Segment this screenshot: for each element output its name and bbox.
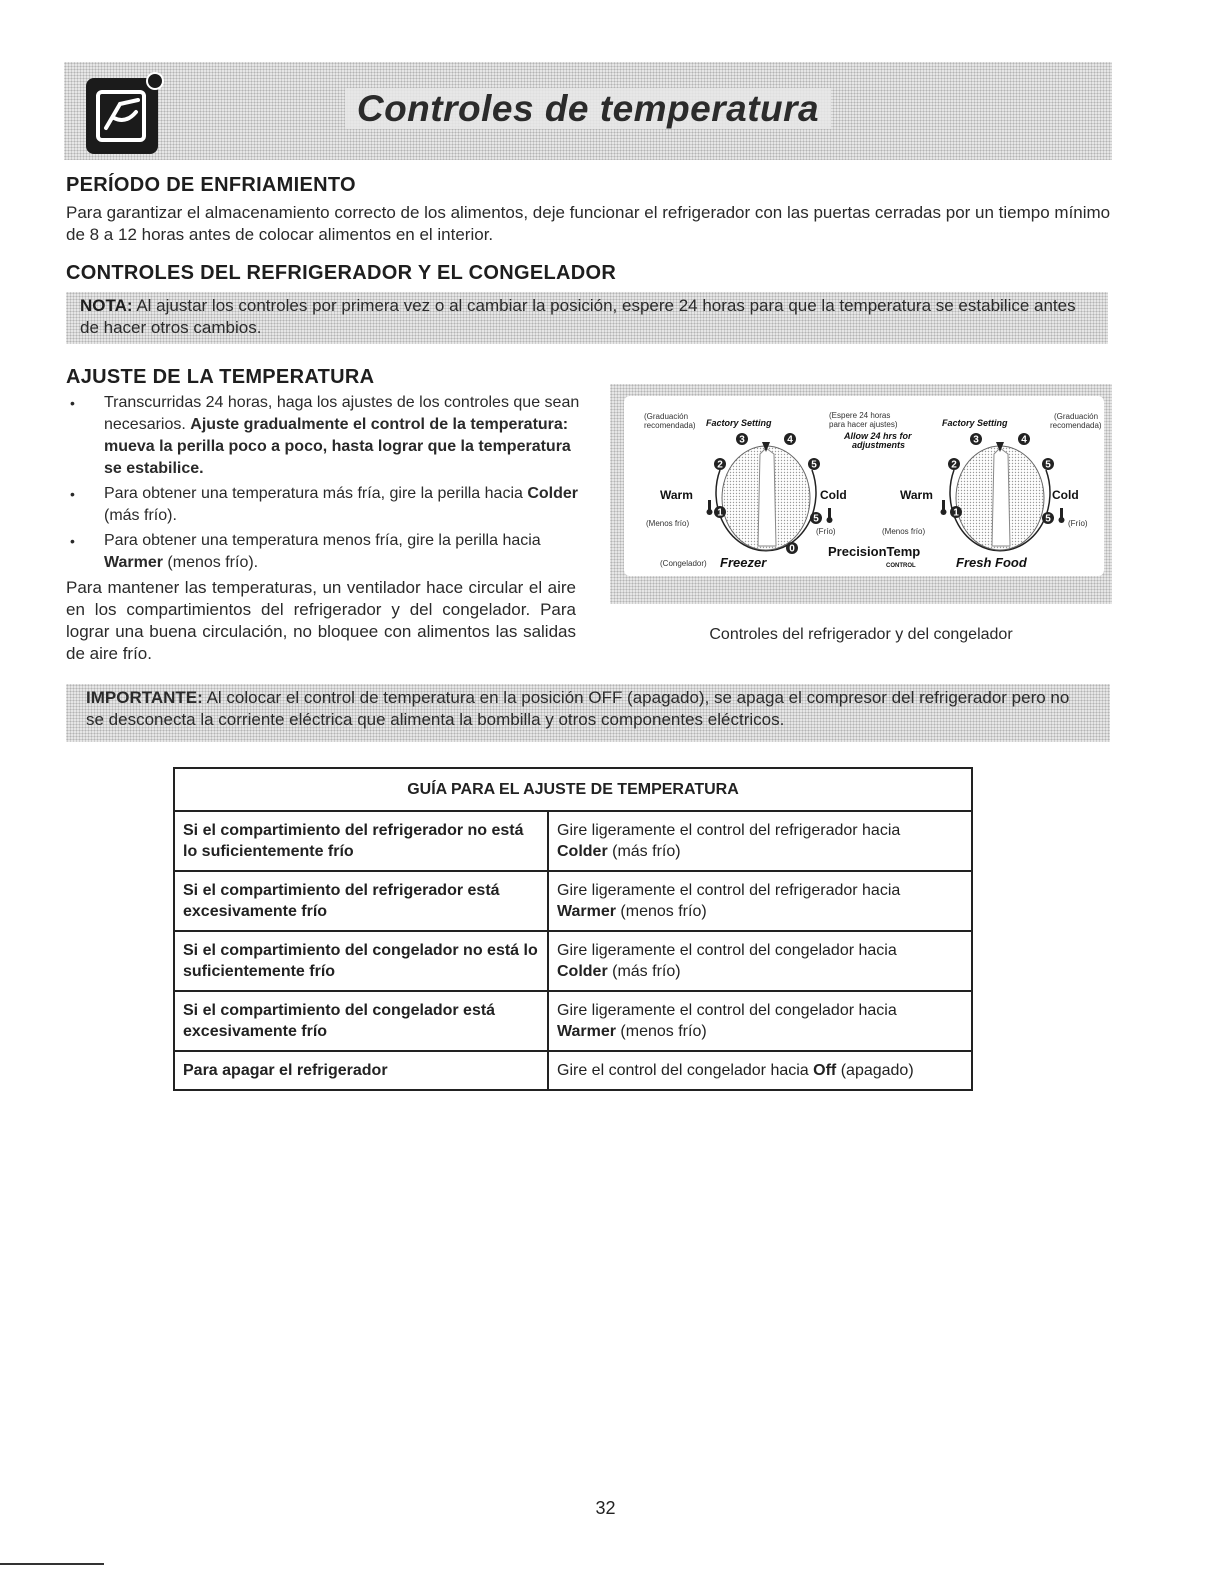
note-label: NOTA:: [80, 296, 133, 315]
menos-frio-label-right: (Menos frío): [882, 527, 926, 536]
condition-cell: Si el compartimiento del refrigerador está excesivamente frío: [174, 871, 548, 931]
table-title: GUÍA PARA EL AJUSTE DE TEMPERATURA: [174, 768, 972, 811]
important-box: [66, 684, 1110, 742]
table-row: [174, 991, 972, 1051]
action-cell: Gire ligeramente el control del refrigerador hacia Colder (más frío): [548, 811, 972, 871]
graduacion-label: (Graduación: [644, 412, 689, 421]
adjust-heading: AJUSTE DE LA TEMPERATURA: [66, 366, 375, 388]
dial-mark-2: 2: [717, 459, 723, 471]
factory-setting-label-right: Factory Setting: [942, 418, 1008, 428]
list-item: • Para obtener una temperatura menos fría, gire la perilla hacia Warmer (menos frío).: [66, 530, 586, 574]
fan-circulation-paragraph: Para mantener las temperaturas, un ventilador hace circular el aire en los compartimientos del refrigerador y del congelador. Para lograr una buena circulación, no bloquee con alimentos las salidas de aire frío.: [66, 578, 576, 663]
precision-temp-label: PrecisionTemp: [828, 544, 921, 559]
adjustments-label: adjustments: [852, 440, 906, 450]
controls-heading: CONTROLES DEL REFRIGERADOR Y EL CONGELADOR: [66, 262, 617, 284]
recomendada-label-right: recomendada): [1050, 421, 1102, 430]
table-row: [174, 871, 972, 931]
page-title: Controles de temperatura: [64, 88, 1112, 130]
dial-mark-2: 2: [951, 459, 957, 471]
condition-cell: Si el compartimiento del congelador está excesivamente frío: [174, 991, 548, 1051]
warm-label-right: Warm: [900, 488, 933, 502]
dial-mark-3: 3: [973, 434, 979, 446]
header-banner: [64, 62, 1112, 160]
action-cell: Gire el control del congelador hacia Off (apagado): [548, 1051, 972, 1090]
dial-mark-1: 1: [717, 507, 723, 519]
list-item: • Transcurridas 24 horas, haga los ajustes de los controles que sean necesarios. Ajuste gradualmente el control de la temperatura: mueva la perilla poco a poco, hasta lograr que la temperatura se estabilice.: [66, 392, 586, 480]
condition-cell: Si el compartimiento del refrigerador no está lo suficientemente frío: [174, 811, 548, 871]
action-cell: Gire ligeramente el control del refrigerador hacia Warmer (menos frío): [548, 871, 972, 931]
dial-mark-5: 5: [811, 459, 817, 471]
dial-mark-4: 4: [1021, 434, 1027, 446]
menos-frio-label: (Menos frío): [646, 519, 690, 528]
congelador-label: (Congelador): [660, 559, 707, 568]
condition-cell: Si el compartimiento del congelador no está lo suficientemente frío: [174, 931, 548, 991]
control-panel-diagram: [624, 396, 1104, 576]
dial-mark-4: 4: [787, 434, 793, 446]
warm-label: Warm: [660, 488, 693, 502]
cold-label: Cold: [820, 488, 847, 502]
graduacion-label-right: (Graduación: [1054, 412, 1099, 421]
important-text: IMPORTANTE: Al colocar el control de temperatura en la posición OFF (apagado), se apaga el compresor del refrigerador pero no se desconecta la corriente eléctrica que alimenta la bombilla y otros componentes eléctricos.: [86, 688, 1070, 729]
important-label: IMPORTANTE:: [86, 688, 203, 707]
dial-mark-5b: 5: [813, 513, 819, 525]
para-hacer-label: para hacer ajustes): [829, 420, 898, 429]
freezer-dial[interactable]: [716, 442, 816, 551]
cooling-period-text: Para garantizar el almacenamiento correcto de los alimentos, deje funcionar el refrigerador con las puertas cerradas por un tiempo mínimo de 8 a 12 horas antes de colocar alimentos en el interior.: [66, 203, 1111, 244]
frio-label: (Frío): [816, 527, 836, 536]
note-text: NOTA: Al ajustar los controles por primera vez o al cambiar la posición, espere 24 horas para que la temperatura se estabilice antes de hacer otros cambios.: [80, 296, 1076, 337]
table-row: [174, 811, 972, 871]
table-row: [174, 1051, 972, 1090]
controls-figure: [610, 384, 1112, 604]
footer-rule: [0, 1563, 104, 1565]
temperature-guide-table: [173, 767, 973, 1091]
note-box: [66, 292, 1108, 344]
dial-mark-3: 3: [739, 434, 745, 446]
control-label: CONTROL: [886, 563, 916, 569]
cooling-period-heading: PERÍODO DE ENFRIAMIENTO: [66, 174, 356, 196]
action-cell: Gire ligeramente el control del congelador hacia Colder (más frío): [548, 931, 972, 991]
figure-caption: Controles del refrigerador y del congelador: [709, 626, 1013, 643]
recomendada-label: recomendada): [644, 421, 696, 430]
dial-mark-5b: 5: [1045, 513, 1051, 525]
refrigerator-logo-icon: [86, 78, 158, 154]
adjust-bullet-list: [66, 392, 586, 577]
condition-cell: Para apagar el refrigerador: [174, 1051, 548, 1090]
factory-setting-label: Factory Setting: [706, 418, 772, 428]
page-number: 32: [595, 1498, 616, 1518]
dial-mark-0: 0: [789, 543, 795, 555]
allow-24-label: Allow 24 hrs for: [844, 431, 912, 441]
action-cell: Gire ligeramente el control del congelador hacia Warmer (menos frío): [548, 991, 972, 1051]
fresh-food-dial[interactable]: [950, 442, 1050, 551]
dial-mark-1: 1: [953, 507, 959, 519]
table-row: [174, 931, 972, 991]
list-item: • Para obtener una temperatura más fría, gire la perilla hacia Colder (más frío).: [66, 483, 586, 527]
control-panel: [624, 396, 1104, 576]
freezer-label: Freezer: [720, 555, 767, 570]
fresh-food-label: Fresh Food: [956, 555, 1027, 570]
cold-label-right: Cold: [1052, 488, 1079, 502]
espere-label: (Espere 24 horas: [829, 411, 891, 420]
dial-mark-5: 5: [1045, 459, 1051, 471]
frio-label-right: (Frío): [1068, 519, 1088, 528]
